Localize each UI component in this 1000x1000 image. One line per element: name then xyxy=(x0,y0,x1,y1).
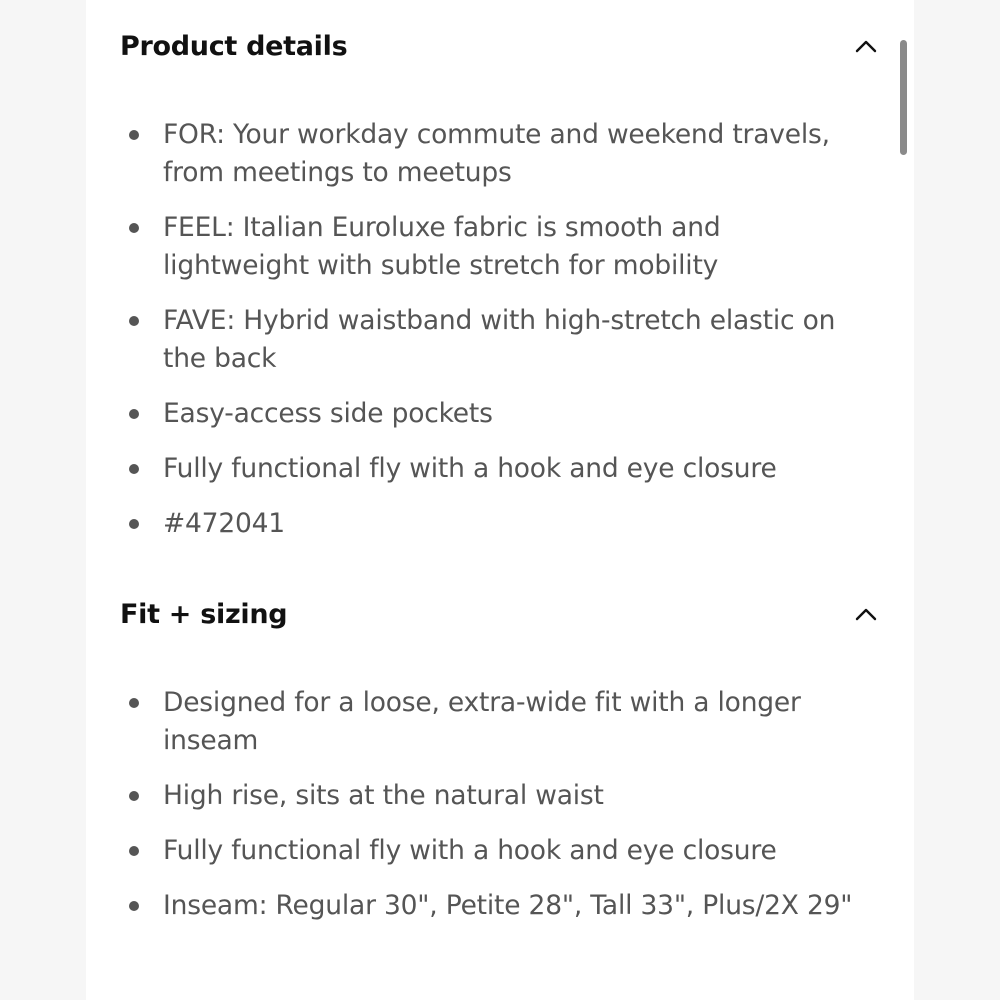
list-item-text: Fully functional fly with a hook and eye closure xyxy=(163,453,777,484)
fit-sizing-list xyxy=(120,684,860,942)
bullet-dot-icon xyxy=(129,901,139,911)
bullet-dot-icon xyxy=(129,409,139,419)
list-item xyxy=(120,887,860,925)
list-item-text: High rise, sits at the natural waist xyxy=(163,780,604,811)
list-item-text: #472041 xyxy=(163,508,285,539)
bullet-dot-icon xyxy=(129,846,139,856)
list-item xyxy=(120,505,860,543)
bullet-dot-icon xyxy=(129,519,139,529)
list-item xyxy=(120,116,860,192)
list-item xyxy=(120,209,860,285)
list-item xyxy=(120,832,860,870)
bullet-dot-icon xyxy=(129,464,139,474)
list-item xyxy=(120,684,860,760)
bullet-dot-icon xyxy=(129,130,139,140)
list-item xyxy=(120,777,860,815)
product-details-title: Product details xyxy=(120,30,348,62)
list-item-text: Designed for a loose, extra-wide fit with a longer inseam xyxy=(163,687,801,756)
fit-sizing-title: Fit + sizing xyxy=(120,598,288,630)
list-item-text: Fully functional fly with a hook and eye closure xyxy=(163,835,777,866)
list-item-text: FOR: Your workday commute and weekend travels, from meetings to meetups xyxy=(163,119,830,188)
list-item-text: FEEL: Italian Euroluxe fabric is smooth and lightweight with subtle stretch for mobility xyxy=(163,212,721,281)
bullet-dot-icon xyxy=(129,791,139,801)
bullet-dot-icon xyxy=(129,316,139,326)
list-item xyxy=(120,302,860,378)
list-item xyxy=(120,450,860,488)
list-item-text: FAVE: Hybrid waistband with high-stretch elastic on the back xyxy=(163,305,836,374)
list-item-text: Easy-access side pockets xyxy=(163,398,493,429)
product-details-header[interactable] xyxy=(120,26,900,66)
scrollbar[interactable] xyxy=(900,40,907,155)
product-info-panel xyxy=(86,0,914,1000)
bullet-dot-icon xyxy=(129,698,139,708)
list-item-text: Inseam: Regular 30", Petite 28", Tall 33", Plus/2X 29" xyxy=(163,890,853,921)
fit-sizing-header[interactable] xyxy=(120,594,900,634)
list-item xyxy=(120,395,860,433)
product-details-list xyxy=(120,116,860,560)
bullet-dot-icon xyxy=(129,223,139,233)
chevron-up-icon[interactable] xyxy=(852,32,880,60)
chevron-up-icon[interactable] xyxy=(852,600,880,628)
